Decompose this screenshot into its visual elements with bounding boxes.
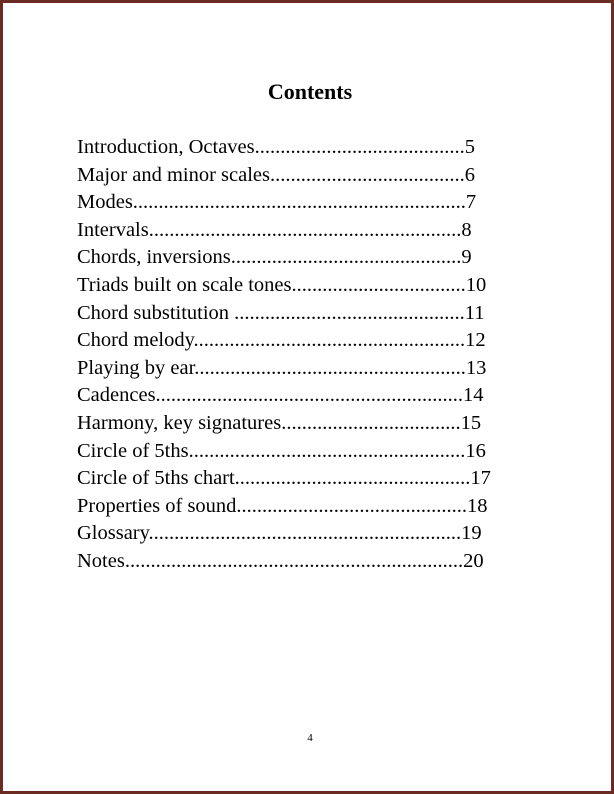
toc-entry-harmony-key-signatures: Harmony, key signatures...................................15 (77, 411, 482, 434)
toc-entry-notes: Notes..................................................................20 (77, 549, 484, 572)
toc-entry-chord-substitution: Chord substitution .............................................11 (77, 301, 485, 324)
toc-entry-intervals: Intervals.............................................................8 (77, 218, 472, 241)
page-number: 4 (307, 732, 313, 744)
toc-entry-modes: Modes.................................................................7 (77, 191, 477, 214)
table-of-contents (77, 134, 491, 576)
toc-entry-circle-of-fifths: Circle of 5ths......................................................16 (77, 439, 486, 462)
toc-entry-properties-of-sound: Properties of sound.............................................18 (77, 494, 488, 517)
toc-entry-chord-melody: Chord melody.....................................................12 (77, 329, 486, 352)
toc-entry-triads: Triads built on scale tones..................................10 (77, 273, 487, 296)
toc-entry-circle-of-fifths-chart: Circle of 5ths chart..............................................17 (77, 467, 491, 490)
toc-entry-playing-by-ear: Playing by ear.....................................................13 (77, 356, 487, 379)
toc-entry-chords-inversions: Chords, inversions.............................................9 (77, 246, 472, 269)
toc-entry-cadences: Cadences............................................................14 (77, 384, 484, 407)
toc-entry-major-minor-scales: Major and minor scales......................................6 (77, 163, 475, 186)
toc-entry-introduction-octaves: Introduction, Octaves.........................................5 (77, 136, 475, 158)
page-title: Contents (267, 79, 353, 104)
toc-entry-glossary: Glossary.............................................................19 (77, 522, 482, 545)
